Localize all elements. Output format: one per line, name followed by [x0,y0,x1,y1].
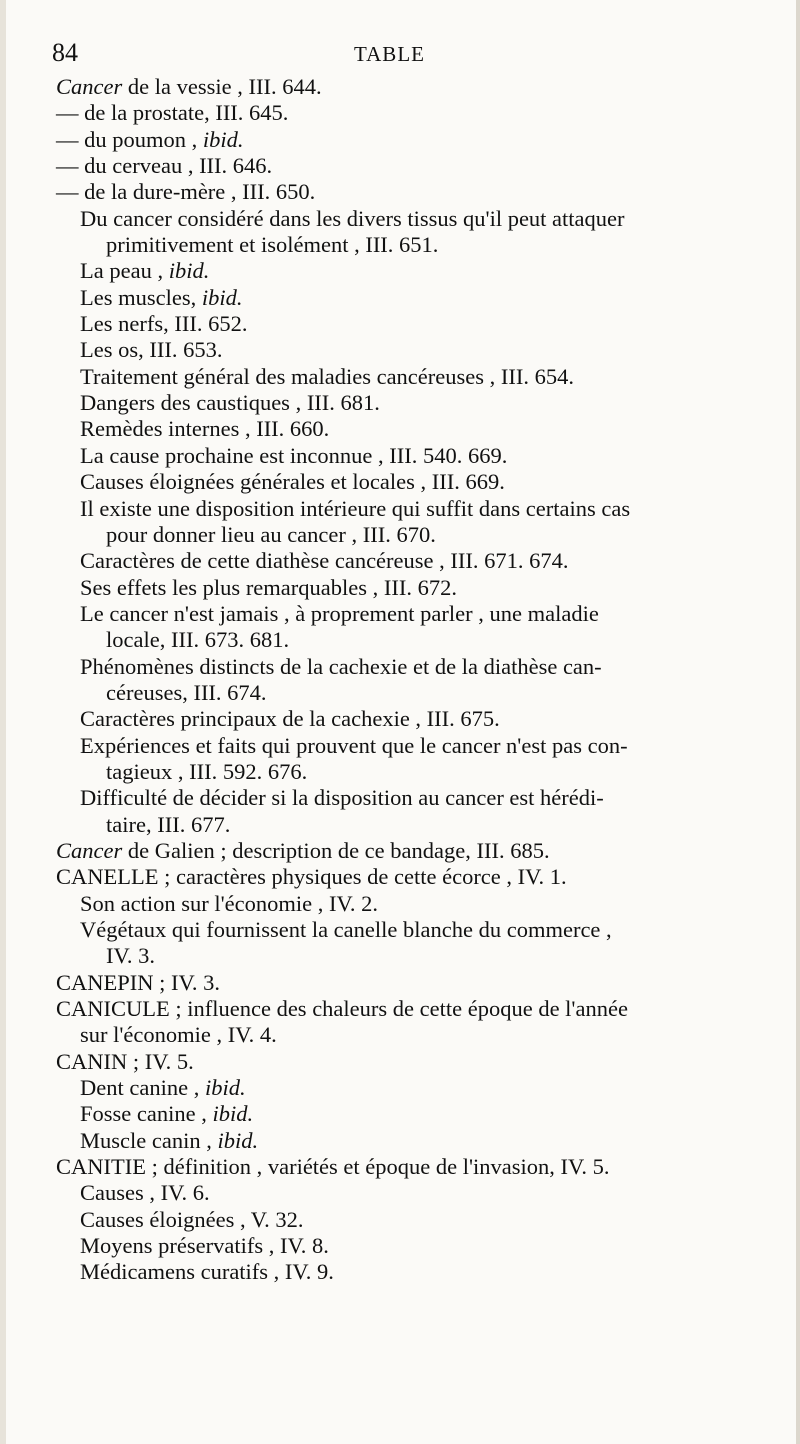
entry-text: pour donner lieu au cancer , III. 670. [106,521,436,547]
italic-text: ibid. [201,284,243,310]
index-line [0,232,800,258]
entry-text: Médicamens curatifs , IV. 9. [80,1259,334,1285]
italic-text: ibid. [168,258,210,284]
entry-text: Traitement général des maladies cancéreuses , III. 654. [80,363,574,389]
entry-text: — du cerveau , III. 646. [56,153,273,179]
entry-text: IV. 3. [106,943,155,969]
italic-text: Cancer [56,837,123,863]
running-title: TABLE [354,42,425,66]
index-line [0,917,800,943]
index-line [0,891,800,917]
index-line [0,285,800,311]
index-line [0,416,800,442]
italic-text: ibid. [217,1127,259,1153]
index-line [0,1207,800,1233]
entry-text: — du poumon , [56,126,203,152]
italic-text: ibid. [202,126,244,152]
entry-text: Expériences et faits qui prouvent que le cancer n'est pas con- [80,732,628,758]
index-line [0,785,800,811]
index-line [0,1128,800,1154]
entry-text: Muscle canin , [80,1127,218,1153]
index-line [0,548,800,574]
entry-text: Du cancer considéré dans les divers tissus qu'il peut attaquer [80,205,625,231]
index-line [0,996,800,1022]
entry-text: Les os, III. 653. [80,337,223,363]
index-line [0,1049,800,1075]
index-line [0,100,800,126]
entry-text: céreuses, III. 674. [106,679,267,705]
index-line [0,575,800,601]
index-line [0,337,800,363]
italic-text: ibid. [212,1101,254,1127]
index-line [0,943,800,969]
entry-text: Ses effets les plus remarquables , III. 672. [80,574,457,600]
entry-text: La peau , [80,258,169,284]
index-line [0,496,800,522]
index-line [0,311,800,337]
entry-text: — de la dure-mère , III. 650. [56,179,316,205]
index-line [0,179,800,205]
index-line [0,1259,800,1285]
index-line [0,127,800,153]
index-line [0,1022,800,1048]
index-line [0,627,800,653]
index-line [0,838,800,864]
entry-text: — de la prostate, III. 645. [56,100,289,126]
entry-text: de Galien ; description de ce bandage, III. 685. [122,837,550,863]
entry-text: taire, III. 677. [106,811,231,837]
index-entries [0,74,800,1286]
entry-text: Dangers des caustiques , III. 681. [80,390,380,416]
index-line [0,74,800,100]
entry-text: sur l'économie , IV. 4. [80,1022,277,1048]
entry-text: locale, III. 673. 681. [106,627,290,653]
entry-text: CANELLE ; caractères physiques de cette écorce , IV. 1. [56,864,567,890]
index-line [0,390,800,416]
entry-text: La cause prochaine est inconnue , III. 540. 669. [80,442,508,468]
entry-text: CANITIE ; définition , variétés et époque de l'invasion, IV. 5. [56,1154,610,1180]
entry-text: Remèdes internes , III. 660. [80,416,330,442]
entry-text: Causes , IV. 6. [80,1180,210,1206]
entry-text: tagieux , III. 592. 676. [106,758,308,784]
entry-text: Caractères principaux de la cachexie , III. 675. [80,706,500,732]
index-line [0,601,800,627]
entry-text: Les nerfs, III. 652. [80,311,248,337]
index-line [0,1075,800,1101]
entry-text: Le cancer n'est jamais , à proprement parler , une maladie [80,600,599,626]
entry-text: Végétaux qui fournissent la canelle blanche du commerce , [80,917,612,942]
index-line [0,364,800,390]
index-line [0,1101,800,1127]
index-line [0,970,800,996]
entry-text: primitivement et isolément , III. 651. [106,232,439,258]
index-line [0,1233,800,1259]
page-number: 84 [52,38,78,67]
index-line [0,812,800,838]
index-line [0,680,800,706]
index-line [0,654,800,680]
entry-text: Les muscles, [80,284,202,310]
entry-text: CANEPIN ; IV. 3. [56,969,220,995]
index-line [0,206,800,232]
entry-text: Causes éloignées générales et locales , III. 669. [80,469,505,495]
entry-text: CANIN ; IV. 5. [56,1048,194,1074]
index-line [0,1154,800,1180]
entry-text: Il existe une disposition intérieure qui suffit dans certains cas [80,495,631,521]
entry-text: Fosse canine , [80,1101,213,1127]
index-line [0,864,800,890]
entry-text: de la vessie , III. 644. [122,74,322,99]
page-header [52,38,772,78]
index-line [0,443,800,469]
index-line [0,522,800,548]
entry-text: Difficulté de décider si la disposition au cancer est hérédi- [80,785,604,811]
entry-text: Dent canine , [80,1075,205,1101]
index-line [0,759,800,785]
entry-text: Son action sur l'économie , IV. 2. [80,890,378,916]
index-line [0,153,800,179]
index-line [0,469,800,495]
entry-text: Causes éloignées , V. 32. [80,1206,304,1232]
entry-text: Phénomènes distincts de la cachexie et de la diathèse can- [80,653,602,679]
italic-text: ibid. [204,1075,246,1101]
entry-text: CANICULE ; influence des chaleurs de cette époque de l'année [56,996,628,1022]
index-line [0,733,800,759]
index-line [0,706,800,732]
index-line [0,1180,800,1206]
index-line [0,258,800,284]
entry-text: Moyens préservatifs , IV. 8. [80,1233,329,1259]
italic-text: Cancer [56,74,123,99]
entry-text: Caractères de cette diathèse cancéreuse , III. 671. 674. [80,548,569,574]
